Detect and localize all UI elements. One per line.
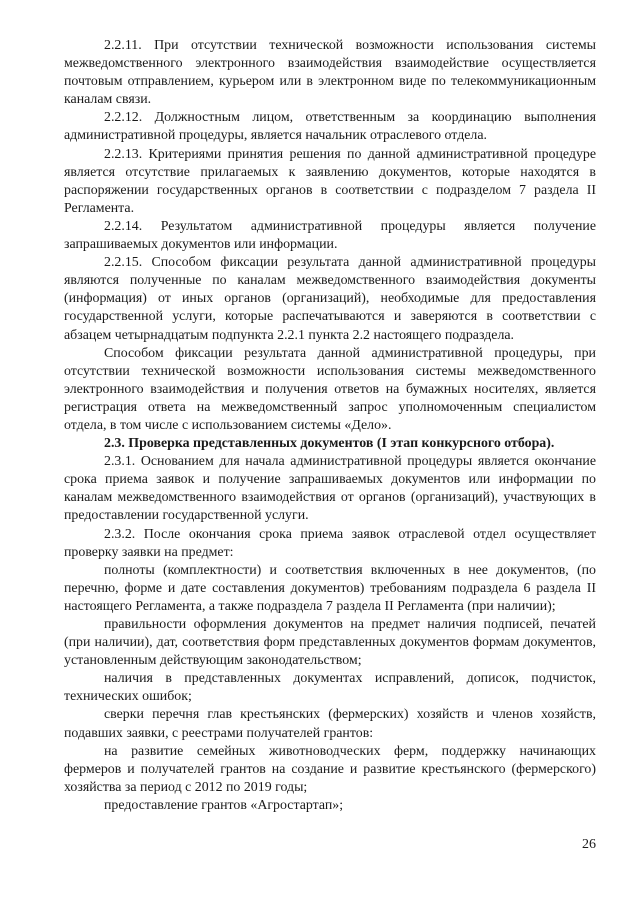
document-body <box>64 37 596 815</box>
paragraph-2-3-1: 2.3.1. Основанием для начала административной процедуры является окончание срока приема заявок и получение запрашиваемых документов или информации по каналам межведомственного взаимодействия от органов (организаций), участвующих в предоставлении государственной услуги. <box>64 454 596 524</box>
list-item-completeness: полноты (комплектности) и соответствия включенных в нее документов, (по перечню, форме и дате составления документов) требованиям подраздела 6 раздела II настоящего Регламента, а также подраздела 7 раздела II Регламента (при наличии); <box>64 562 596 614</box>
paragraph-fixation-method: Способом фиксации результата данной административной процедуры, при отсутствии технической возможности использования системы межведомственного электронного взаимодействия и получения ответов на бумажных носителях, является регистрация ответа на межведомственный запрос уполномоченным специалистом отдела, в том числе с использованием системы «Дело». <box>64 345 596 433</box>
paragraph-2-3-2: 2.3.2. После окончания срока приема заявок отраслевой отдел осуществляет проверку заявки на предмет: <box>64 526 596 560</box>
page-number: 26 <box>582 837 596 852</box>
paragraph-2-2-12: 2.2.12. Должностным лицом, ответственным за координацию выполнения административной процедуры, является начальник отраслевого отдела. <box>64 110 596 144</box>
list-item-registry-check: сверки перечня глав крестьянских (фермерских) хозяйств и членов хозяйств, подавших заявки, с реестрами получателей грантов: <box>64 707 596 741</box>
section-heading-2-3: 2.3. Проверка представленных документов (I этап конкурсного отбора). <box>104 436 555 452</box>
paragraph-2-2-13: 2.2.13. Критериями принятия решения по данной административной процедуре является отсутствие прилагаемых к заявлению документов, которые находятся в распоряжении государственных органов в соответствии с подразделом 7 раздела II Регламента. <box>64 146 596 216</box>
list-item-family-farms: на развитие семейных животноводческих ферм, поддержку начинающих фермеров и получателей грантов на создание и развитие крестьянского (фермерского) хозяйства за период с 2012 по 2019 годы; <box>64 743 596 795</box>
paragraph-2-2-15: 2.2.15. Способом фиксации результата данной административной процедуры являются полученные по каналам межведомственного взаимодействия документы (информация) от иных органов (организаций), необходимые для предоставления государственной услуги, которые распечатываются и заверяются в соответствии с абзацем четырнадцатым подпункта 2.2.1 пункта 2.2 настоящего подраздела. <box>64 255 596 343</box>
list-item-correctness: правильности оформления документов на предмет наличия подписей, печатей (при наличии), дат, соответствия форм представленных документов формам документов, установленным действующим законодательством; <box>64 617 596 669</box>
paragraph-2-2-14: 2.2.14. Результатом административной процедуры является получение запрашиваемых документов или информации. <box>64 218 596 253</box>
paragraph-2-2-11: 2.2.11. При отсутствии технической возможности использования системы межведомственного электронного взаимодействия взаимодействие осуществляется почтовым отправлением, курьером или в электронном виде по телекоммуникационным каналам связи. <box>64 38 596 108</box>
list-item-corrections: наличия в представленных документах исправлений, дописок, подчисток, технических ошибок; <box>64 671 596 705</box>
list-item-agrostartup: предоставление грантов «Агростартап»; <box>104 797 344 813</box>
